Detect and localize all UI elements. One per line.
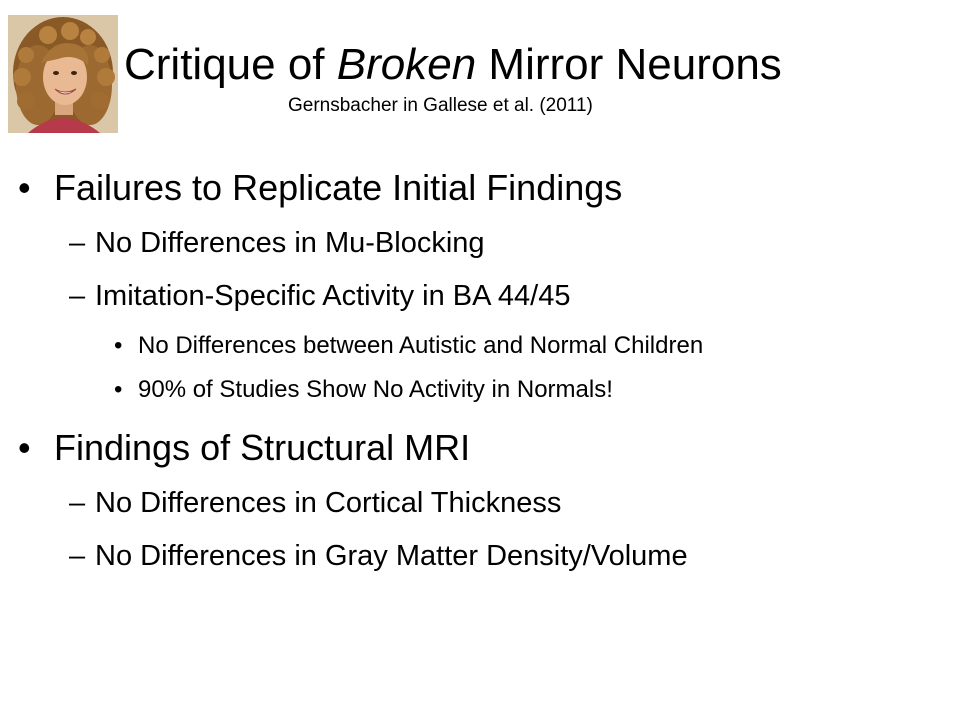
slide-title (124, 40, 954, 90)
title-suffix: Mirror Neurons (476, 40, 782, 89)
bullet-level2 (69, 486, 562, 520)
bullet-level1 (18, 167, 623, 208)
portrait-illustration (8, 15, 118, 133)
dash-marker: – (69, 227, 86, 259)
slide-subtitle: Gernsbacher in Gallese et al. (2011) (288, 95, 593, 116)
bullet-text: No Differences between Autistic and Normal Children (138, 332, 704, 359)
bullet-text: No Differences in Gray Matter Density/Volume (95, 540, 688, 572)
dash-marker: – (69, 487, 86, 519)
bullet-text: Failures to Replicate Initial Findings (54, 167, 623, 208)
bullet-text: No Differences in Mu-Blocking (95, 227, 485, 259)
dash-marker: – (69, 540, 86, 572)
bullet-marker: • (18, 427, 31, 468)
bullet-level2 (69, 279, 571, 313)
bullet-text: Imitation-Specific Activity in BA 44/45 (95, 280, 571, 312)
title-prefix: Critique of (124, 40, 337, 89)
bullet-level2 (69, 226, 485, 260)
bullet-level3 (114, 376, 613, 404)
bullet-text: 90% of Studies Show No Activity in Normals! (138, 376, 613, 403)
bullet-level3 (114, 332, 704, 360)
bullet-marker: • (114, 376, 123, 403)
dash-marker: – (69, 280, 86, 312)
bullet-marker: • (114, 332, 123, 359)
title-emphasis: Broken (336, 40, 477, 89)
bullet-level2 (69, 539, 688, 573)
bullet-text: No Differences in Cortical Thickness (95, 487, 562, 519)
bullet-marker: • (18, 167, 31, 208)
bullet-level1 (18, 427, 471, 468)
bullet-text: Findings of Structural MRI (54, 427, 471, 468)
author-portrait-image (8, 15, 118, 133)
